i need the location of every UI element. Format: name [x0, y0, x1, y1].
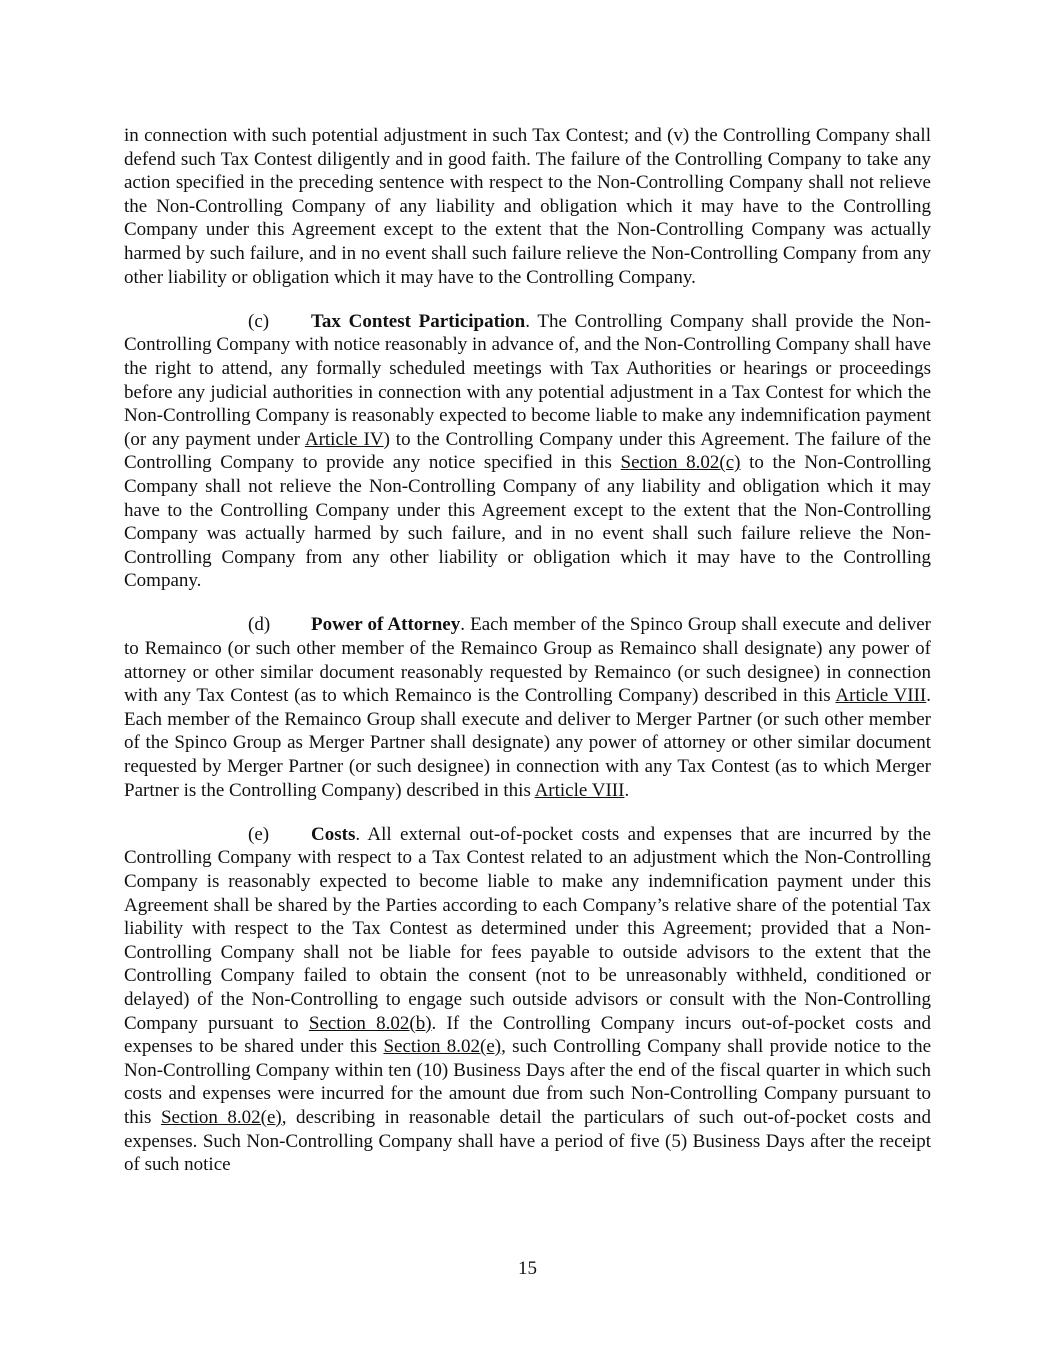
- paragraph-text: ) to the Controlling Company under this Agreement. The failure of the Controlling Company to provide any notice specified in this: [124, 428, 931, 474]
- section-marker: (d): [248, 614, 271, 636]
- paragraph-c-tax-contest-participation: [124, 310, 931, 593]
- paragraph-e-costs: [124, 823, 931, 1177]
- paragraph-text: . Each member of the Spinco Group shall execute and deliver to Remainco (or such other member of the Remainco Group as Remainco shall designate) any power of attorney or other similar document reasonably requested by Remainco (or such designee) in connection with any Tax Contest (as to which Remainco is the Controlling Company) described in this: [124, 614, 932, 707]
- cross-reference-section-8-02-c: Section 8.02(c): [620, 452, 741, 474]
- paragraph-text: , such Controlling Company shall provide notice to the Non-Controlling Company within ten (10) Business Days after the end of the fiscal quarter in which such costs and expenses were incurred for the amount due from such Non-Controlling Company pursuant to this: [124, 1036, 931, 1128]
- paragraph-text: , describing in reasonable detail the particulars of such out-of-pocket costs and expenses. Such Non-Controlling Company shall have a period of five (5) Business Days after the receipt of such notice: [124, 1106, 932, 1176]
- cross-reference-article-viii: Article VIII: [835, 685, 927, 707]
- cross-reference-article-viii: Article VIII: [534, 779, 625, 801]
- section-marker: (c): [248, 310, 270, 332]
- cross-reference-section-8-02-e: Section 8.02(e): [383, 1036, 502, 1058]
- page-number: 15: [518, 1258, 537, 1279]
- paragraph-text: . Each member of the Remainco Group shall execute and deliver to Merger Partner (or such other member of the Spinco Group as Merger Partner shall designate) any power of attorney or other similar document requested by Merger Partner (or such designee) in connection with any Tax Contest (as to which Merger Partner is the Controlling Company) described in this: [124, 685, 931, 801]
- section-marker: (e): [248, 823, 270, 845]
- cross-reference-article-iv: Article IV: [304, 428, 384, 450]
- section-heading: Tax Contest Participation: [311, 310, 526, 332]
- paragraph-text: to the Non-Controlling Company shall not relieve the Non-Controlling Company of any liability and obligation which it may have to the Controlling Company under this Agreement except to the extent that the Non-Controlling Company was actually harmed by such failure, and in no event shall such failure relieve the Non-Controlling Company from any other liability or obligation which it may have to the Controlling Company.: [124, 452, 932, 592]
- section-heading: Costs: [311, 823, 356, 845]
- paragraph-text: . All external out-of-pocket costs and expenses that are incurred by the Controlling Company with respect to a Tax Contest related to an adjustment which the Non-Controlling Company is reasonably expected to become liable to make any indemnification payment under this Agreement shall be shared by the Parties according to each Company’s relative share of the potential Tax liability with respect to the Tax Contest as determined under this Agreement; provided that a Non-Controlling Company shall not be liable for fees payable to outside advisors to the extent that the Controlling Company failed to obtain the consent (not to be unreasonably withheld, conditioned or delayed) of the Non-Controlling to engage such outside advisors or consult with the Non-Controlling Company pursuant to: [124, 823, 931, 1034]
- cross-reference-section-8-02-b: Section 8.02(b): [308, 1012, 432, 1034]
- document-page: [124, 124, 931, 1197]
- cross-reference-section-8-02-e: Section 8.02(e): [160, 1106, 282, 1128]
- paragraph-text: .: [624, 779, 630, 801]
- paragraph-b-continuation: in connection with such potential adjustment in such Tax Contest; and (v) the Controlling Company shall defend such Tax Contest diligently and in good faith. The failure of the Controlling Company to take any action specified in the preceding sentence with respect to the Non-Controlling Company shall not relieve the Non-Controlling Company of any liability and obligation which it may have to the Controlling Company under this Agreement except to the extent that the Non-Controlling Company was actually harmed by such failure, and in no event shall such failure relieve the Non-Controlling Company from any other liability or obligation which it may have to the Controlling Company.: [124, 125, 931, 288]
- paragraph-text: . If the Controlling Company incurs out-of-pocket costs and expenses to be shared under this: [124, 1012, 931, 1058]
- paragraph-text: . The Controlling Company shall provide the Non-Controlling Company with notice reasonably in advance of, and the Non-Controlling Company shall have the right to attend, any formally scheduled meetings with Tax Authorities or hearings or proceedings before any judicial authorities in connection with any potential adjustment in a Tax Contest for which the Non-Controlling Company is reasonably expected to become liable to make any indemnification payment (or any payment under: [124, 310, 931, 450]
- paragraph-d-power-of-attorney: [124, 613, 931, 802]
- section-heading: Power of Attorney: [311, 614, 461, 636]
